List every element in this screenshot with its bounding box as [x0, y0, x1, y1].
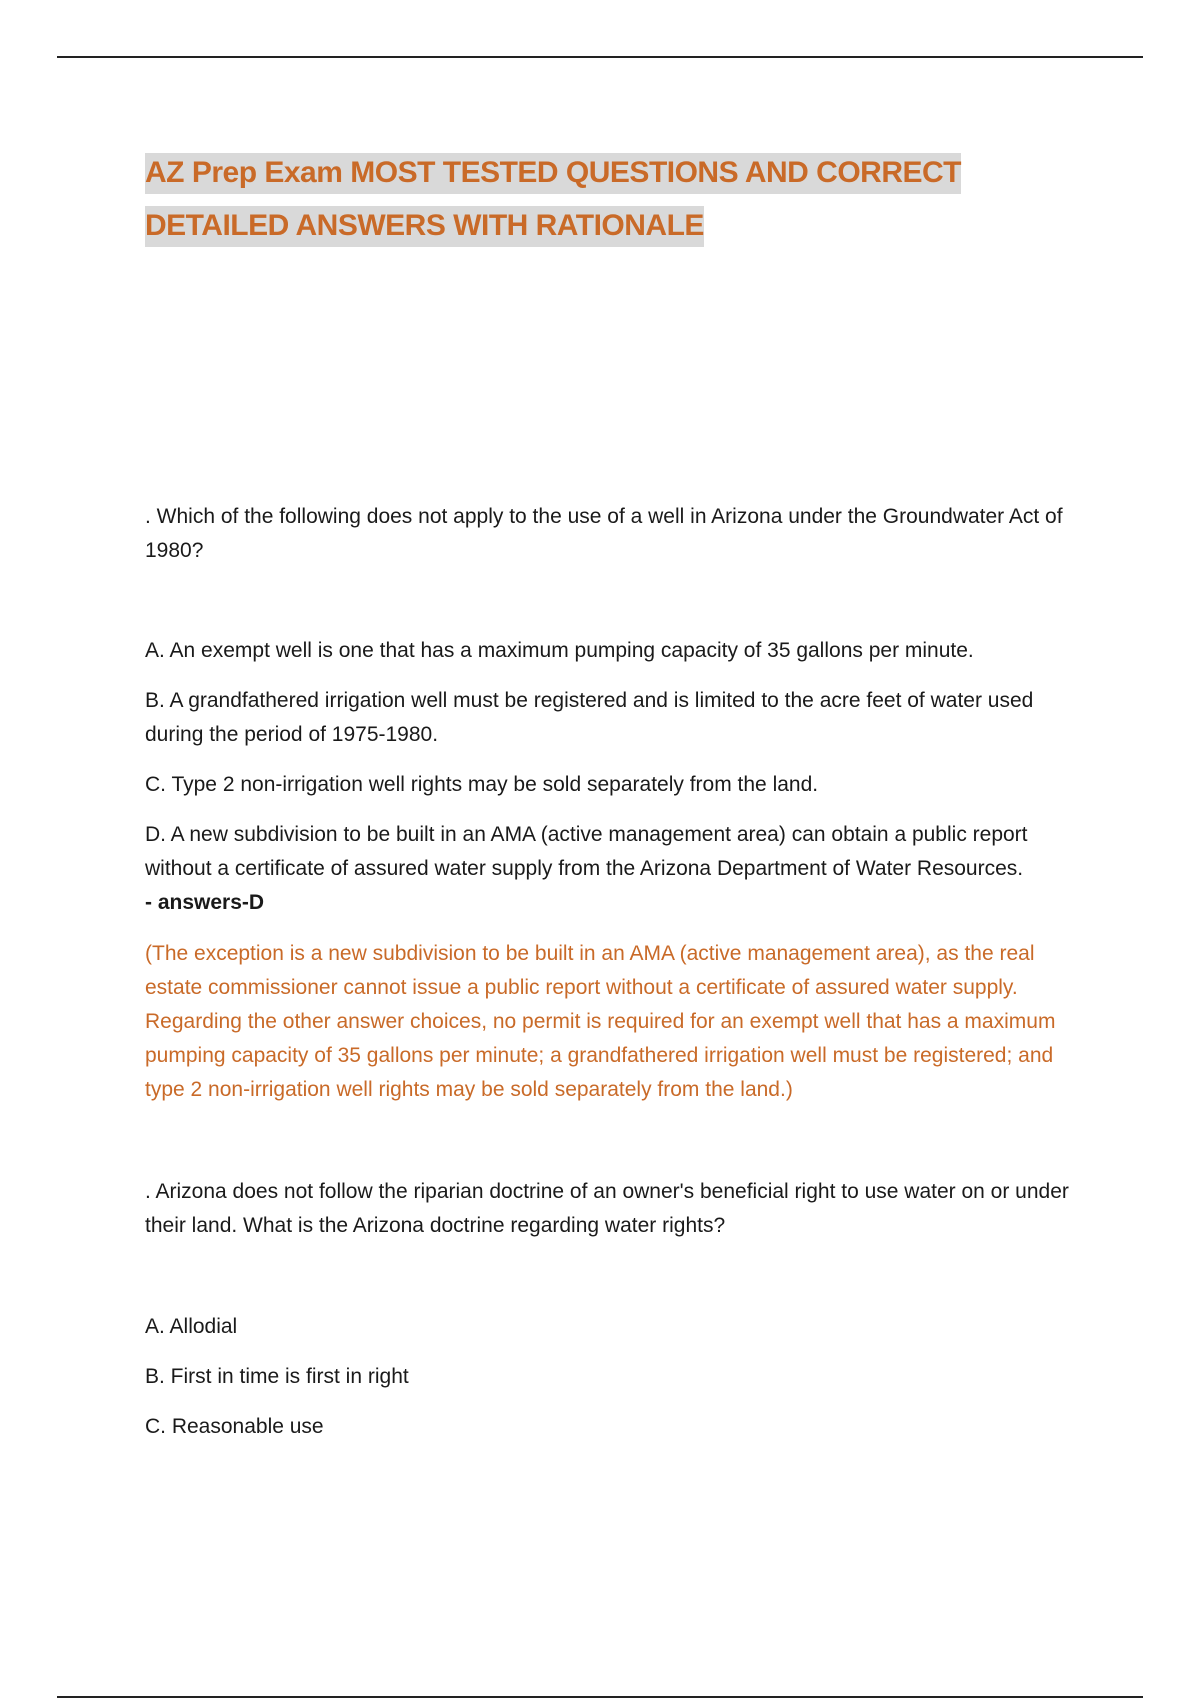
question-2-option-a: A. Allodial — [145, 1315, 238, 1338]
question-2-option-c: C. Reasonable use — [145, 1415, 324, 1438]
question-1-option-c: C. Type 2 non-irrigation well rights may be sold separately from the land. — [145, 773, 819, 796]
bottom-rule — [57, 1696, 1143, 1698]
document-title-text: AZ Prep Exam MOST TESTED QUESTIONS AND CORRECT DETAILED ANSWERS WITH RATIONALE — [145, 153, 961, 247]
question-1-text: . Which of the following does not apply to the use of a well in Arizona under the Groundwater Act of 1980? — [145, 505, 1063, 562]
question-1-rationale: (The exception is a new subdivision to be built in an AMA (active management area), as the real estate commissioner cannot issue a public report without a certificate of assured water supply. Regarding the other answer choices, no permit is required for an exempt well that has a maximum pumping capacity of 35 gallons per minute; a grandfathered irrigation well must be registered; and type 2 non-irrigation well rights may be sold separately from the land.) — [145, 942, 1056, 1101]
top-rule — [57, 56, 1143, 58]
question-1-option-b: B. A grandfathered irrigation well must be registered and is limited to the acre feet of water used during the period of 1975-1980. — [145, 689, 1034, 746]
question-1-option-d: D. A new subdivision to be built in an AMA (active management area) can obtain a public report without a certificate of assured water supply from the Arizona Department of Water Resources. — [145, 823, 1028, 880]
question-1-option-a: A. An exempt well is one that has a maximum pumping capacity of 35 gallons per minute. — [145, 639, 974, 662]
question-2-text: . Arizona does not follow the riparian doctrine of an owner's beneficial right to use water on or under their land. What is the Arizona doctrine regarding water rights? — [145, 1180, 1069, 1237]
question-1-answer: - answers-D — [145, 891, 265, 914]
question-2-option-b: B. First in time is first in right — [145, 1365, 409, 1388]
document-title — [145, 146, 1005, 252]
